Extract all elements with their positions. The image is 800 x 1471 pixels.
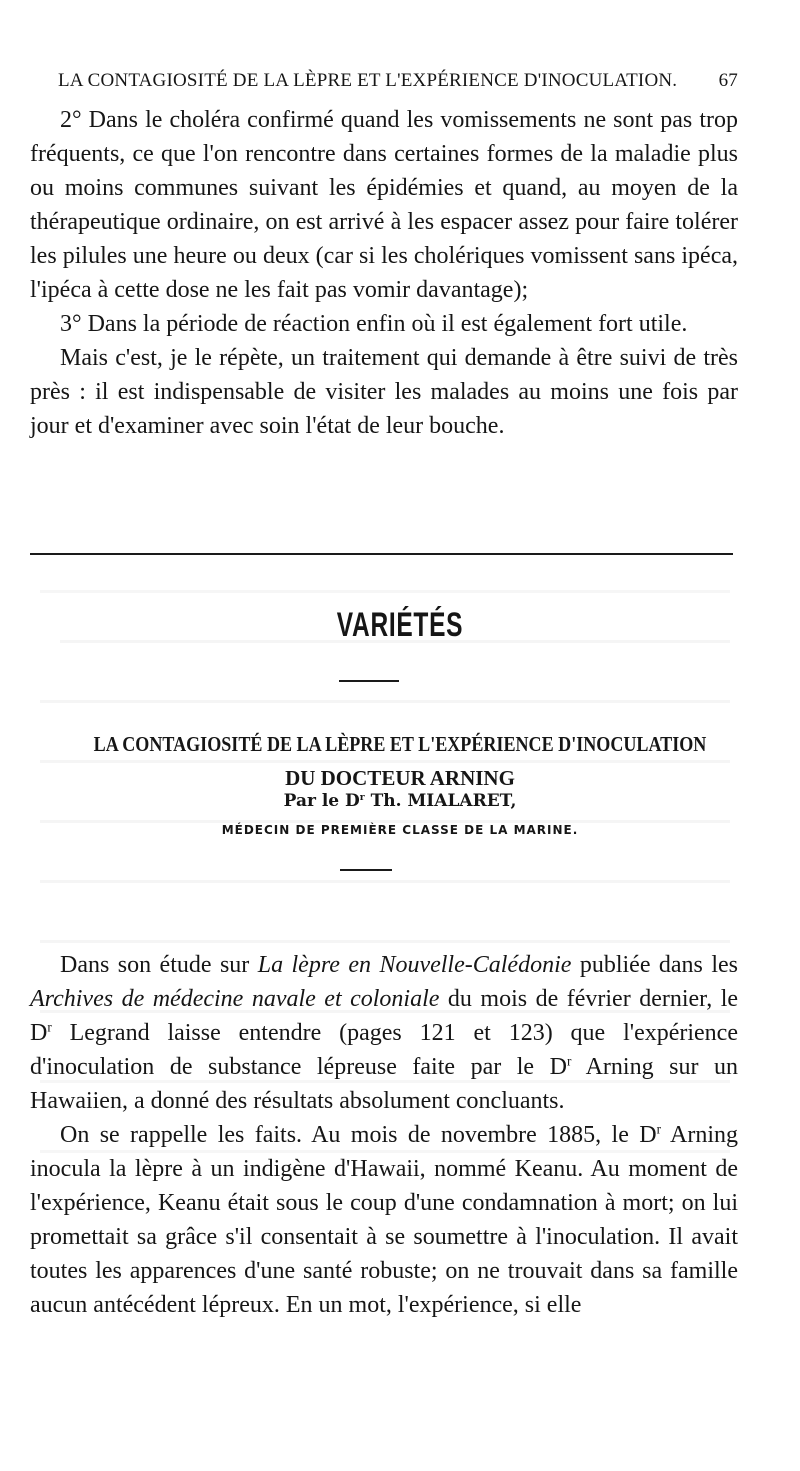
paragraph: [30, 948, 738, 1118]
text-run: Legrand laisse entendre (pages 121 et 123) que l'expérience d'inoculation de substance lépreuse faite par le D: [30, 1020, 738, 1080]
section-heading: VARIÉTÉS: [336, 606, 464, 644]
author-affiliation: MÉDECIN DE PREMIÈRE CLASSE DE LA MARINE.: [221, 823, 579, 837]
article-title-line-2: DU DOCTEUR ARNING: [285, 766, 515, 790]
superscript: r: [47, 1019, 52, 1035]
italic-journal-reference: Archives de médecine navale et coloniale: [30, 986, 440, 1012]
byline-superscript: r: [359, 791, 365, 803]
byline-rule: [340, 869, 392, 871]
superscript: r: [656, 1121, 661, 1137]
paragraph: 3° Dans la période de réaction enfin où il est également fort utile.: [60, 311, 688, 337]
article-title: [0, 727, 800, 795]
text-run: Arning inocula la lèpre à un indigène d'Hawaii, nommé Keanu. Au moment de l'expérience, Keanu était sous le coup d'une condamnation à mort; on lui promettait sa grâce s'il consentait à se soumettre à l'inoculation. Il avait toutes les apparences d'une santé robuste; on ne trouvait dans sa famille aucun antécédent lépreux. En un mot, l'expérience, si elle: [30, 1122, 739, 1318]
text-run: du mois de février dernier, le D: [30, 986, 739, 1046]
article-body: [30, 948, 738, 1322]
author-name: Th. MIALARET,: [364, 791, 517, 811]
text-run: On se rappelle les faits. Au mois de novembre 1885, le D: [60, 1122, 657, 1148]
running-head: [58, 68, 738, 94]
previous-article-conclusion: [30, 103, 738, 443]
italic-title-reference: La lèpre en Nouvelle-Calédonie: [257, 952, 572, 978]
article-title-line-1: LA CONTAGIOSITÉ DE LA LÈPRE ET L'EXPÉRIENCE D'INOCULATION: [93, 732, 707, 756]
author-byline: [0, 789, 800, 813]
text-run: Dans son étude sur: [60, 952, 258, 978]
text-run: Arning sur un Hawaiien, a donné des résultats absolument concluants.: [30, 1054, 738, 1114]
running-head-title: LA CONTAGIOSITÉ DE LA LÈPRE ET L'EXPÉRIENCE D'INOCULATION.: [58, 70, 678, 91]
section-divider: [30, 553, 733, 555]
paragraph: Mais c'est, je le répète, un traitement qui demande à être suivi de très près : il est indispensable de visiter les malades au moins une fois par jour et d'examiner avec soin l'état de leur bouche.: [30, 345, 738, 439]
text-run: publiée dans les: [571, 952, 738, 978]
paragraph: [30, 1118, 738, 1322]
heading-rule: [339, 680, 399, 682]
page-number: 67: [718, 70, 738, 91]
paragraph: 2° Dans le choléra confirmé quand les vomissements ne sont pas trop fréquents, ce que l'on rencontre dans certaines formes de la maladie plus ou moins communes suivant les épidémies et quand, au moyen de la thérapeutique ordinaire, on est arrivé à les espacer assez pour faire tolérer les pilules une heure ou deux (car si les cholériques vomissent sans ipéca, l'ipéca à cette dose ne les fait pas vomir davantage);: [30, 107, 738, 303]
superscript: r: [566, 1053, 572, 1069]
byline-prefix: Par le D: [283, 791, 360, 811]
